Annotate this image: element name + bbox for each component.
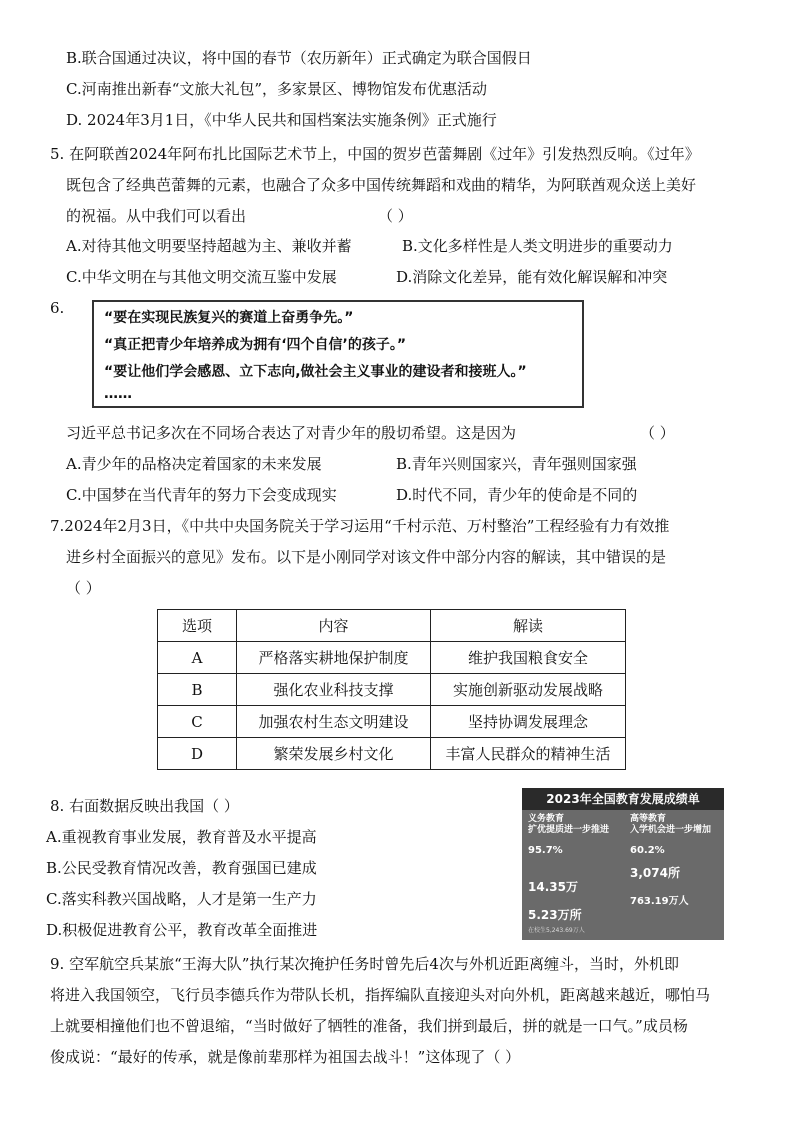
table-header-cell: 解读	[431, 610, 626, 642]
table-cell: C	[158, 706, 237, 738]
q4-option-d: D. 2024年3月1日，《中华人民共和国档案法实施条例》正式施行	[66, 111, 497, 129]
table-cell: 强化农业科技支撑	[237, 674, 431, 706]
q8-option-a: A.重视教育事业发展，教育普及水平提高	[46, 828, 317, 846]
table-header-cell: 内容	[237, 610, 431, 642]
q8-stem: 8. 右面数据反映出我国（ ）	[50, 797, 239, 815]
table-cell: A	[158, 642, 237, 674]
q5-option-a: A.对待其他文明要坚持超越为主、兼收并蓄	[66, 237, 352, 255]
q8-option-c: C.落实科教兴国战略，人才是第一生产力	[46, 890, 317, 908]
q6-quote-box	[92, 300, 584, 408]
q7-stem-line1: 7.2024年2月3日，《中共中央国务院关于学习运用“千村示范、万村整治”工程经验有力有效推	[50, 517, 670, 535]
table-cell: 繁荣发展乡村文化	[237, 738, 431, 770]
infographic-right-value-3: 763.19万人	[630, 896, 689, 907]
table-header-cell: 选项	[158, 610, 237, 642]
q5-option-b: B.文化多样性是人类文明进步的重要动力	[402, 237, 673, 255]
table-header-row	[158, 610, 626, 642]
infographic-left-head1: 义务教育	[528, 814, 565, 824]
table-row	[158, 642, 626, 674]
q7-table	[157, 609, 626, 770]
table-cell: 丰富人民群众的精神生活	[431, 738, 626, 770]
q6-option-d: D.时代不同，青少年的使命是不同的	[396, 486, 638, 504]
q6-option-b: B.青年兴则国家兴，青年强则国家强	[396, 455, 637, 473]
infographic-title: 2023年全国教育发展成绩单	[522, 788, 724, 810]
infographic-right-head2: 入学机会进一步增加	[630, 825, 712, 835]
q6-option-c: C.中国梦在当代青年的努力下会变成现实	[66, 486, 337, 504]
q5-option-d: D.消除文化差异，能有效化解误解和冲突	[396, 268, 668, 286]
q6-number: 6.	[50, 299, 65, 317]
table-cell: D	[158, 738, 237, 770]
q6-answer-paren: （ ）	[640, 424, 675, 442]
table-cell: 严格落实耕地保护制度	[237, 642, 431, 674]
infographic-right-value-1: 60.2%	[630, 845, 665, 856]
q6-quote-1: “要在实现民族复兴的赛道上奋勇争先。”	[104, 310, 354, 326]
q9-stem-line2: 将进入我国领空，飞行员李德兵作为带队长机，指挥编队直接迎头对向外机，距离越来越近，哪怕马	[50, 986, 711, 1004]
q7-stem-line3: （ ）	[66, 579, 101, 597]
q4-option-c: C.河南推出新春“文旅大礼包”，多家景区、博物馆发布优惠活动	[66, 80, 488, 98]
table-cell: 坚持协调发展理念	[431, 706, 626, 738]
q4-option-b: B.联合国通过决议，将中国的春节（农历新年）正式确定为联合国假日	[66, 49, 532, 67]
table-row	[158, 706, 626, 738]
infographic-left-head2: 扩优提质进一步推进	[528, 825, 610, 835]
table-cell: 维护我国粮食安全	[431, 642, 626, 674]
infographic-right-head1: 高等教育	[630, 814, 667, 824]
infographic-right-value-2: 3,074所	[630, 866, 680, 880]
table-row	[158, 738, 626, 770]
q6-quote-3: “要让他们学会感恩、立下志向,做社会主义事业的建设者和接班人。”	[104, 364, 527, 380]
q5-answer-paren: （ ）	[378, 207, 413, 225]
education-infographic	[522, 788, 724, 940]
q6-quote-2: “真正把青少年培养成为拥有‘四个自信’的孩子。”	[104, 337, 407, 353]
q5-stem-line1: 5. 在阿联酋2024年阿布扎比国际艺术节上，中国的贺岁芭蕾舞剧《过年》引发热烈反响。《过年》	[50, 145, 700, 163]
table-cell: 加强农村生态文明建设	[237, 706, 431, 738]
q9-stem-line1: 9. 空军航空兵某旅“王海大队”执行某次掩护任务时曾先后4次与外机近距离缠斗，当时，外机即	[50, 955, 679, 973]
q8-option-d: D.积极促进教育公平，教育改革全面推进	[46, 921, 318, 939]
q6-stem: 习近平总书记多次在不同场合表达了对青少年的殷切希望。这是因为	[66, 424, 517, 442]
infographic-left-value-2: 14.35万	[528, 880, 578, 894]
q5-stem-line3: 的祝福。从中我们可以看出	[66, 207, 247, 225]
q7-stem-line2: 进乡村全面振兴的意见》发布。以下是小刚同学对该文件中部分内容的解读，其中错误的是	[66, 548, 667, 566]
q6-quote-ellipsis: ……	[104, 386, 132, 402]
q5-option-c: C.中华文明在与其他文明交流互鉴中发展	[66, 268, 337, 286]
infographic-left-value-1: 95.7%	[528, 845, 563, 856]
table-row	[158, 674, 626, 706]
infographic-bottom-note: 在校生5,243.69万人	[528, 927, 585, 934]
q8-option-b: B.公民受教育情况改善，教育强国已建成	[46, 859, 317, 877]
infographic-left-value-3: 5.23万所	[528, 908, 582, 922]
q9-stem-line3: 上就要相撞他们也不曾退缩，“当时做好了牺牲的准备，我们拼到最后，拼的就是一口气。”成员杨	[50, 1017, 688, 1035]
table-cell: B	[158, 674, 237, 706]
q6-option-a: A.青少年的品格决定着国家的未来发展	[66, 455, 322, 473]
q5-stem-line2: 既包含了经典芭蕾舞的元素，也融合了众多中国传统舞蹈和戏曲的精华，为阿联酋观众送上美好	[66, 176, 697, 194]
q9-stem-line4: 俊成说：“最好的传承，就是像前辈那样为祖国去战斗！”这体现了（ ）	[50, 1048, 521, 1066]
table-cell: 实施创新驱动发展战略	[431, 674, 626, 706]
